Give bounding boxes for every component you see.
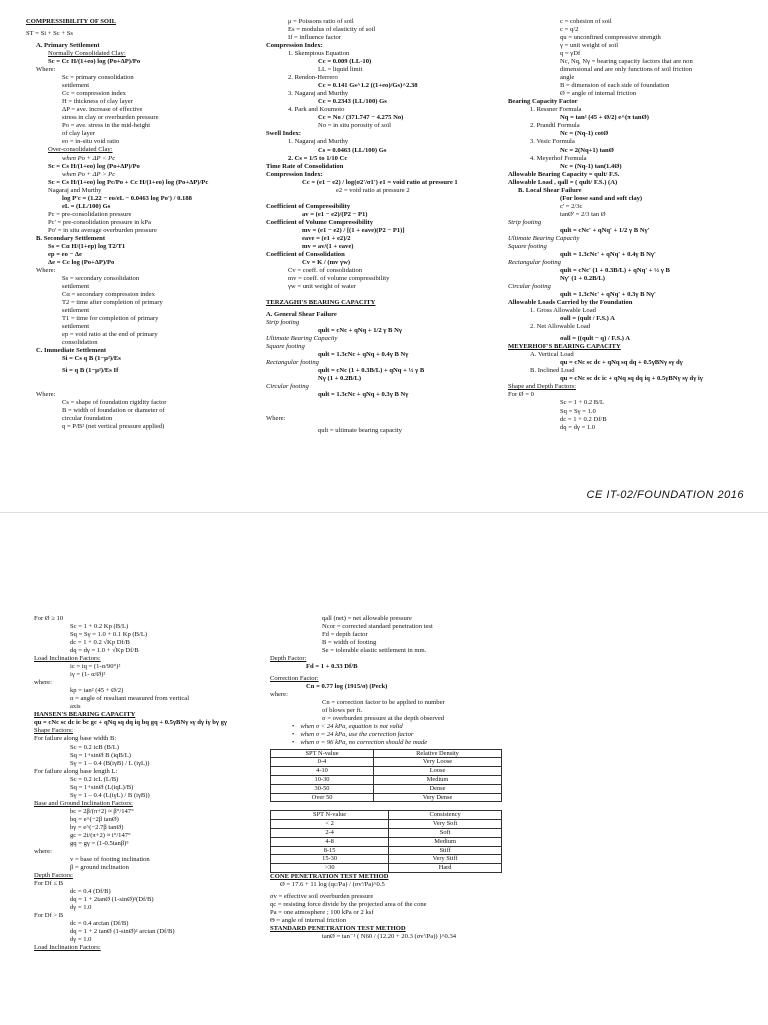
page-1-column-1 [26,18,254,488]
text-line: Cn = 0.77 log (1915/σ) (Peck) [306,683,388,691]
text-line: Sq = 1+sinØ (L(iqL)/B) [70,783,134,791]
text-line: circular foundation [62,415,113,423]
text-line: Ss = secondary consolidation [62,274,140,282]
text-line: Cc = 0.2343 (LL/100) Gs [318,98,387,106]
text-line: ep = eo − Δe [48,250,82,258]
text-line: Cs = 0.0463 (LL/100) Gs [318,146,387,154]
text-line: Sq = 1+sinØ B (iqB/L) [70,751,131,759]
table-row [271,767,502,776]
text-line: Allowable Load , qall = ( qult/ F.S.) (A) [508,178,618,186]
text-line: tanØ = tan⁻¹ ( N60 / (12.20 + 20.3 (σv'/Pa)) )^0.34 [322,933,457,941]
correction-notes [270,723,502,747]
text-line: dc = 0.4 (Df/B) [70,888,111,896]
table-cell: Very Stiff [389,855,502,864]
text-line: Po' = in situ average overburden pressure [48,226,157,234]
text-line: 1. Skemptous Equation [288,50,350,58]
text-line: Nγ' (1 + 0.2B/L) [560,275,605,282]
table-header: Relative Density [374,749,502,758]
text-line: Where: [266,415,286,423]
table-cell: Over 50 [271,793,374,802]
table-cell: 8-15 [271,846,389,855]
text-line: For Ø = 0 [508,391,534,399]
table-cell: Very Soft [389,820,502,829]
bullet-item: • when σ = 96 kPa, no correction should be made [292,739,502,747]
text-line: B. Inclined Load [530,367,575,375]
text-line: of blows per ft. [322,707,363,715]
text-line: Circular footing [508,283,551,291]
text-line: If = influence factor [288,34,341,42]
text-line: For Df > B [34,912,64,920]
text-line: σall = ((qult − q) / F.S.) A [560,335,631,343]
text-line: Sc = 1 + 0.2 Kp (B/L) [70,623,129,631]
text-line: eo = in-situ void ratio [62,138,120,146]
text-line: ep = void ratio at the end of primary [62,331,158,339]
text-line: when Po + ΔP > Pc [62,170,116,178]
table-row [271,758,502,767]
text-line: Strip footing [508,218,542,226]
text-line: consolidation [62,339,98,347]
text-line: Cv = K / (mv γw) [302,258,351,266]
table-cell: 0-4 [271,758,374,767]
text-line: dc = 0.4 arctan (Df/B) [70,920,129,928]
text-line: Rectangular footing [266,359,319,367]
text-line: B. Local Shear Failure [518,186,582,194]
page-2 [0,512,768,1025]
text-line: Cc = (e1 − e2) / log(σ2'/σ1') e1 = void ratio at pressure 1 [302,178,458,186]
text-line: C. Immediate Settlement [36,347,107,355]
table-cell: 4-10 [271,767,374,776]
text-line: Po = ave. stress in the mid-height [62,122,151,130]
text-line: B = width of foundation or diameter of [62,407,165,415]
text-line: Nc = (Nq-1) tan(1.4Ø) [560,162,622,170]
page-footer: CE IT-02/FOUNDATION 2016 [586,488,744,501]
text-line: c' = 2/3c [560,202,583,210]
text-line: dq = dγ = 1.0 [560,423,596,431]
text-line: q = γDf [560,50,581,58]
table-cell: 30-50 [271,784,374,793]
text-line: Cc = 0.141 Gs^1.2 ((1+eo)/Gs)^2.38 [318,82,418,90]
text-line: Coefficient of Compressibility [266,202,351,210]
text-line: settlement [62,283,90,290]
text-line: av = (e1 − e2)/(P2 − P1) [302,210,368,218]
table-cell: Medium [389,837,502,846]
text-line: ΔP = ave. increase of effective [62,106,143,114]
text-line: Depth Factors: [34,872,74,879]
text-line: Fd = 1 + 0.33 Df/B [306,663,358,671]
text-line: Nc = 2(Nq+1) tanØ [560,146,614,154]
text-line: dc = 1 + 0.2 √Kp Df/B [70,639,130,647]
text-line: bγ = e^(−2.7β tanØ) [70,823,124,831]
text-line: settlement [62,307,90,315]
table-cell: Soft [389,829,502,838]
text-line: For Df ≤ B [34,880,64,888]
bullet-item: • when σ = 24 kPa, use the correction factor [292,731,502,739]
text-line [266,399,496,407]
text-line: 1. Ressner Formula [530,106,582,114]
text-line: 3. Vesic Formula [530,138,575,146]
text-line [26,383,254,391]
text-line: Cc = compression index [62,90,126,98]
text-line: Pa = one atmosphere ; 100 kPa or 2 ksf [270,909,374,917]
text-line: Where: [36,391,56,399]
table-cell: Medium [374,775,502,784]
text-line: B = width of footing [322,639,377,647]
text-line: β = ground inclination [70,863,129,871]
text-line: 2. Prandtl Formula [530,122,580,130]
text-line: kp = tan² (45 + Ø/2) [70,687,124,695]
text-line: dq = dγ = 1.0 + √Kp Df/B [70,647,139,655]
text-line: Ultimate Bearing Capacity [266,335,338,343]
text-line: B = dimension of each side of foundation [560,82,670,90]
text-line: Fd = depth factor [322,631,368,639]
text-line: α = angle of resultant measured from vertical [70,695,190,703]
text-line: Ø = 17.6 + 11 log (qc/Pa) / (σv'/Pa)^0.5 [280,881,385,889]
text-line: Cc = No / (371.747 − 4.275 No) [318,114,404,122]
text-line: Ncor = corrected standard penetration test [322,623,433,631]
text-line: qall (net) = net allowable pressure [322,615,412,622]
text-line [26,375,254,383]
table-row [271,775,502,784]
text-line: qult = ultimate bearing capacity [318,427,402,435]
table-row [271,784,502,793]
text-line: Ø = angle of internal friction [560,90,637,98]
page-1 [0,0,768,512]
text-line: settlement [62,82,90,90]
text-line: dγ = 1.0 [70,904,92,912]
text-line: Sγ = 1 – 0.4 (L(iγL) / B (iγB)) [70,791,150,799]
text-line: Where: [36,266,56,274]
table-cell: 15-30 [271,855,389,864]
page-2-column-1 [34,615,256,1025]
text-line: 2. Net Allowable Load [530,323,591,331]
text-line: eL = (LL/100) Gs [62,202,111,210]
table-row [271,829,502,838]
text-line: e2 = void ratio at pressure 2 [336,186,410,194]
text-line: mv = (e1 − e2) / [(1 + eave)(P2 − P1)] [302,226,405,234]
text-line: Swell Index: [266,130,301,138]
text-line: qult = cNc + qNq + 1/2 γ B Nγ [318,327,402,335]
text-line: when Po + ΔP < Pc [62,154,116,162]
text-line: Where: [36,66,56,74]
text-line: Strip footing [266,319,300,327]
text-line: COMPRESSIBILITY OF SOIL [26,18,117,25]
text-line: 1. Nagaraj and Murthy [288,138,349,146]
text-line: qult = 1.3cNc + qNq + 0.3γ B Nγ [318,391,409,399]
text-line: qu = cNc sc dc ic bc gc + qNq sq dq iq bq gq + 0.5γBNγ sγ dγ iγ bγ gγ [34,719,227,727]
table-row [271,855,502,864]
text-line: 1. Gross Allowable Load [530,307,596,315]
text-line: For failure along base width B: [34,735,117,743]
text-line: stress in clay or overburden pressure [62,114,159,122]
bullet-item: • when σ < 24 kPa, equation is not valid [292,723,502,731]
text-line: Sc = Cs H/(1+eo) log Pc/Po + Cc H/(1+eo) log (Po+ΔP)/Pc [48,178,209,186]
text-line: HANSEN'S BEARING CAPACITY [34,711,136,719]
text-line: Δe = Cc log (Po+ΔP)/Po [48,258,115,266]
table-row [271,793,502,802]
text-line: γw = unit weight of water [288,283,356,290]
text-line: qu = unconfined compressive strength [560,34,661,42]
text-line: where: [270,691,288,699]
table-row [271,837,502,846]
text-line: Load Inclination Factors: [34,655,101,663]
text-line: ic = iq = (1-α/90°)² [70,663,121,671]
text-line: CONE PENETRATION TEST METHOD [270,873,389,881]
text-line: (For loose sand and soft clay) [560,194,643,202]
text-line: Compression Index: [266,170,323,178]
text-line: Sc = 0.2 icL (L/B) [70,775,119,783]
text-line: bq = e^(−2β tanØ) [70,815,119,823]
text-line: mv = av/(1 + eave) [302,242,354,250]
text-line: qult = 1.3cNc' + qNq' + 0.4γ B Nγ' [560,250,656,258]
table-cell: Stiff [389,846,502,855]
table-cell: Loose [374,767,502,776]
table-row [271,846,502,855]
text-line: σv = effective soil overburden pressure [270,893,374,901]
text-line: T1 = time for completion of primary [62,315,159,323]
text-line: Coefficient of Consolidation [266,250,345,258]
text-line: 2. Rendon-Herrero [288,74,338,82]
text-line: qult = cNc' (1 + 0.3B/L) + qNq' + ½ γ B [560,266,670,274]
text-line: dc = 1 + 0.2 Df/B [560,415,607,423]
relative-density-table [270,749,502,803]
text-line: Cn = correction factor to be applied to number [322,699,445,707]
text-line: axis [70,703,81,711]
text-line: angle [560,74,575,82]
table-cell: >30 [271,864,389,873]
text-line: Allowable Loads Carried by the Foundation [508,299,633,307]
text-line: A. Vertical Load [530,351,574,359]
text-line: Square footing [266,343,305,351]
table-cell: 4-8 [271,837,389,846]
text-line: σ = overburden pressure at the depth observed [322,715,445,723]
text-line: Es = modulus of elasticity of soil [288,26,376,34]
text-line: eave = (e1 + e2)/2 [302,234,351,242]
text-line: mv = coeff. of volume compressibility [288,274,390,282]
text-line: No = in situ porosity of soil [318,122,391,130]
text-line: B. Secondary Settlement [36,234,106,242]
text-line: dq = 1 + 2 tanØ (1-sinØ)² arctan (Df/B) [70,928,175,936]
table-header: Consistency [389,811,502,820]
text-line: Compression Index: [266,42,323,50]
text-line: Si = Cs q B (1−μ²)/Es [62,355,121,363]
text-line: dimensional and are only functions of soil friction [560,66,693,74]
text-line: MEYERHOF'S BEARING CAPACITY [508,343,621,351]
table-header: SPT N-value [271,811,389,820]
text-line: Sq = Sγ = 1.0 [560,407,596,415]
table-header: SPT N-value [271,749,374,758]
page-2-column-2 [270,615,502,1025]
text-line: qc = resisting force divide by the projected area of the cone [270,901,427,909]
page-1-column-2 [266,18,496,488]
text-line [266,407,496,415]
text-line: Pc = pre-consolidation pressure [48,210,132,218]
text-line: For Ø ≥ 10 [34,615,64,622]
text-line: settlement [62,323,90,331]
text-line: dq = 1 + 2tanØ (1-sinØ)²(Df/B) [70,896,154,904]
text-line: For failure along base length L: [34,767,118,775]
text-line: Over-consolidated Clay: [48,146,113,154]
text-line: LL = liquid limit [318,66,363,74]
text-line: Sc = Cc H/(1+eo) log (Po+ΔP)/Po [48,58,141,66]
table-cell: Dense [374,784,502,793]
consistency-table [270,810,502,873]
text-line: of clay layer [62,130,95,138]
text-line: qu = cNc sc dc ic + qNq sq dq iq + 0.5γBNγ sγ dγ iγ [560,375,703,383]
text-line: ST = Si + Sc + Ss [26,30,73,38]
text-line: Θ = angle of internal friction [270,917,347,925]
text-line: qult = 1.3cNc + qNq + 0.4γ B Nγ [318,351,409,359]
text-line: qu = cNc sc dc + qNq sq dq + 0.5γBNγ sγ dγ [560,359,683,367]
text-line: Time Rate of Consolidation [266,162,344,170]
text-line: A. Primary Settlement [36,42,100,50]
text-line: Normally Consolidated Clay: [48,50,126,58]
text-line: Circular footing [266,383,309,391]
text-line: tanØ' = 2/3 tan Ø [560,210,606,218]
text-line: qult = 1.3cNc' + qNq' + 0.3γ B Nγ' [560,291,656,299]
text-line: Sγ = 1 – 0.4 (B(iγB) / L (iγL)) [70,759,150,767]
text-line: qult = cNc (1 + 0.3B/L) + qNq + ½ γ B [318,367,425,375]
text-line: Cc = 0.009 (LL-10) [318,58,372,66]
text-line: 3. Nagaraj and Murthy [288,90,349,98]
text-line: log P'c = (1.22 − eo/eL − 0.0463 log Po') / 0.188 [62,194,192,202]
text-line: c = cohesion of soil [560,18,612,25]
table-cell: Very Loose [374,758,502,767]
text-line: 4. Park and Koumoto [288,106,345,114]
text-line: Shape Factors: [34,727,74,735]
text-line: Load Inclination Factors: [34,944,101,952]
table-row [271,820,502,829]
text-line: v = base of footing inclination [70,855,150,863]
text-line: Shape and Depth Factors: [508,383,576,391]
text-line: Cv = coeff. of consolidation [288,266,363,274]
text-line: qult = cNc' + qNq' + 1/2 γ B Nγ' [560,226,650,234]
text-line: 2. Cs = 1/5 to 1/10 Cc [288,154,348,162]
text-line: Nq = tan² (45 + Ø/2) e^(π tanØ) [560,114,649,122]
text-line: gc = 2i/(π+2) ≈ i°/147° [70,831,131,839]
text-line: Ss = Cα H/(1+ep) log T2/T1 [48,242,126,250]
text-line: Depth Factor: [270,655,307,663]
text-line: c = q/2 [560,26,579,34]
text-line: Nagaraj and Murthy [48,186,102,194]
text-line: μ = Poissons ratio of soil [288,18,354,25]
text-line: Sq = Sγ = 1.0 + 0.1 Kp (B/L) [70,631,148,639]
table-cell: 10-30 [271,775,374,784]
text-line: A. General Shear Failure [266,311,337,319]
text-line: Sc = primary consolidation [62,74,134,82]
text-line: Bearing Capacity Factor [508,98,578,106]
text-line: dγ = 1.0 [70,936,92,944]
text-line: Base and Ground Inclination Factors: [34,799,133,807]
text-line: gq = gγ = (1-0.5tanβ)⁵ [70,839,129,847]
text-line: Sc = Cs H/(1+eo) log (Po+ΔP)/Po [48,162,140,170]
text-line: Square footing [508,242,547,250]
text-line: Rectangular footing [508,258,561,266]
text-line: Cα = secondary compression index [62,291,155,299]
text-line: T2 = time after completion of primary [62,299,163,307]
text-line: Allowable Bearing Capacity = qult/ F.S. [508,170,620,178]
table-cell: 2-4 [271,829,389,838]
table-row [271,864,502,873]
table-cell: < 2 [271,820,389,829]
text-line: where: [34,847,52,855]
text-line [266,291,496,299]
text-line: Coefficient of Volume Compressibility [266,218,374,226]
text-line: bc = 2β/(π+2) ≈ β°/147° [70,807,134,815]
text-line: Pc' = pre-consolidation pressure in kPa [48,218,151,226]
page-1-column-3 [508,18,748,488]
text-line: Si = q B (1−μ²)/Es If [62,367,119,375]
page-2-column-3 [508,615,748,1025]
text-line: Se = tolerable elastic settlement in mm. [322,647,427,655]
text-line: H = thickness of clay layer [62,98,133,106]
text-line: 4. Meyerhof Formula [530,154,587,162]
text-line: Sc = 0.2 icB (B/L) [70,743,119,751]
text-line: Sc = 1 + 0.2 B/L [560,399,605,407]
text-line: where: [34,679,52,687]
text-line: Nγ (1 + 0.2B/L) [318,375,362,383]
text-line: STANDARD PENETRATION TEST METHOD [270,925,406,933]
text-line: iγ = (1- α/Ø)² [70,671,106,679]
text-line: σall = (qult / F.S.) A [560,315,615,323]
text-line: Correction Factor: [270,675,319,683]
text-line [266,195,496,203]
text-line: γ = unit weight of soil [560,42,619,50]
text-line: Cs = shape of foundation rigidity factor [62,399,167,407]
table-cell: Very Dense [374,793,502,802]
table-cell: Hard [389,864,502,873]
text-line: Nc = (Nq-1) cotØ [560,130,609,138]
text-line: TERZAGHI'S BEARING CAPACITY [266,299,376,307]
text-line: q = P/B² (net vertical pressure applied) [62,423,165,431]
text-line: Nc, Nq, Nγ = bearing capacity factors that are non [560,58,693,66]
text-line: Ultimate Bearing Capacity [508,234,580,242]
